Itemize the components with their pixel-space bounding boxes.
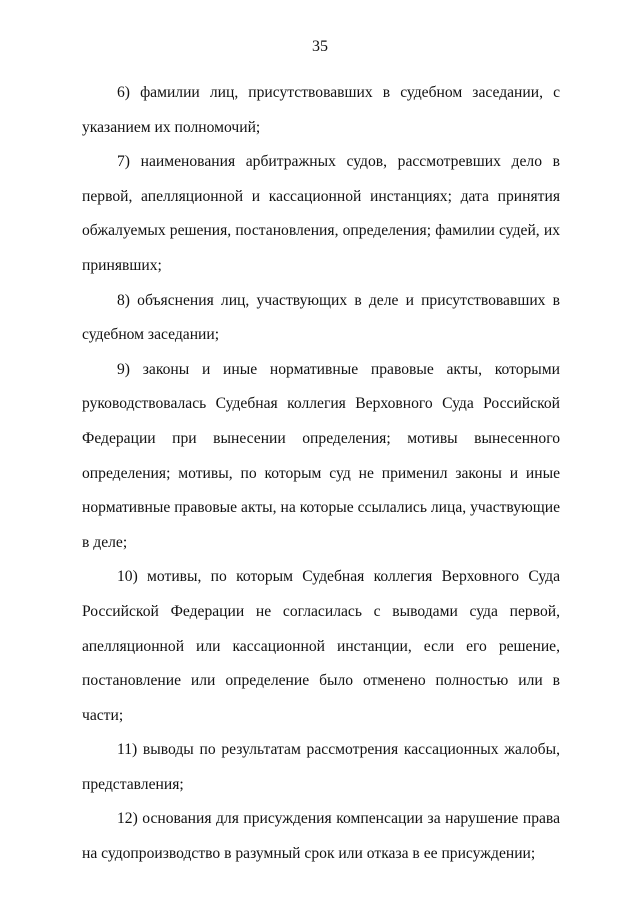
document-body bbox=[82, 76, 560, 872]
list-item-6: 6) фамилии лиц, присутствовавших в судебном заседании, с указанием их полномочий; bbox=[82, 84, 560, 136]
list-item-12: 12) основания для присуждения компенсации за нарушение права на судопроизводство в разумный срок или отказа в ее присуждении; bbox=[82, 810, 560, 863]
list-item-11: 11) выводы по результатам рассмотрения кассационных жалобы, представления; bbox=[82, 741, 560, 793]
list-item-8: 8) объяснения лиц, участвующих в деле и присутствовавших в судебном заседании; bbox=[82, 291, 560, 344]
list-item-10: 10) мотивы, по которым Судебная коллегия Верховного Суда Российской Федерации не согласилась с выводами суда первой, апелляционной или кассационной инстанции, если его решение, постановление или определение было отменено полностью или в части; bbox=[82, 568, 560, 724]
list-item-7: 7) наименования арбитражных судов, рассмотревших дело в первой, апелляционной и кассационной инстанциях; дата принятия обжалуемых решения, постановления, определения; фамилии судей, их принявших; bbox=[82, 153, 560, 274]
list-item-9: 9) законы и иные нормативные правовые акты, которыми руководствовалась Судебная коллегия Верховного Суда Российской Федерации при вынесении определения; мотивы вынесенного определения; мотивы, по которым суд не применил законы и иные нормативные правовые акты, на которые ссылались лица, участвующие в деле; bbox=[82, 360, 560, 551]
page-number: 35 bbox=[312, 38, 328, 55]
